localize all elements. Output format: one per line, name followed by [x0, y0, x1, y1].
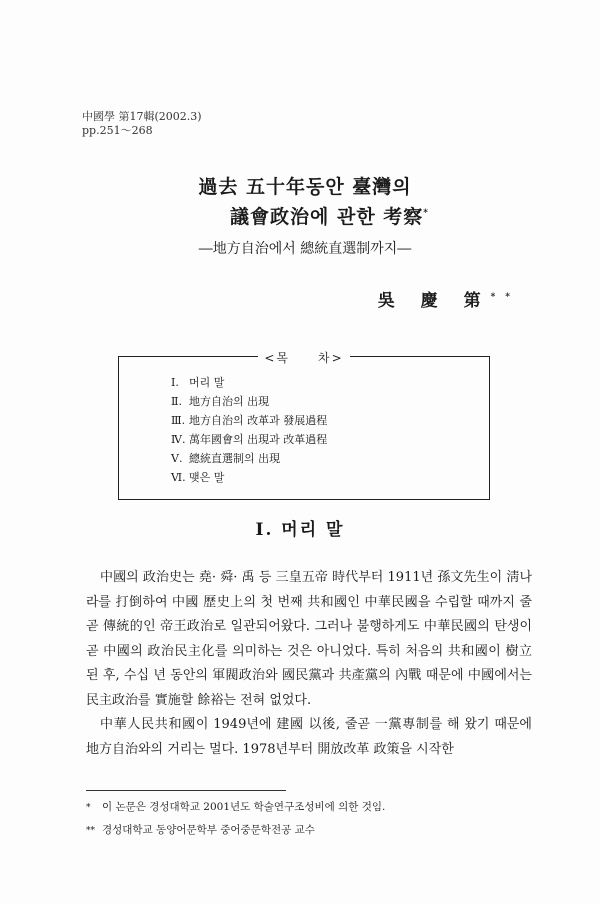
- author-name: [378, 286, 520, 311]
- toc-item-number: Ⅱ.: [171, 395, 182, 408]
- body-paragraph: 中華人民共和國이 1949년에 建國 以後, 줄곧 一黨專制를 해 왔기 때문에 地方自治와의 거리는 멀다. 1978년부터 開放改革 政策을 시작한: [86, 717, 532, 757]
- toc-item-number: Ⅵ.: [171, 471, 186, 484]
- toc-item-number: Ⅲ.: [171, 414, 186, 427]
- footnote-text: 경성대학교 동양어문학부 중어중문학전공 교수: [102, 824, 315, 836]
- toc-item-number: Ⅳ.: [171, 433, 186, 446]
- toc-item-label: 萬年國會의 出現과 改革過程: [189, 433, 328, 446]
- toc-item: [171, 411, 327, 430]
- title-footnote-mark: *: [423, 208, 430, 219]
- footnote-divider: [86, 790, 286, 791]
- footnote-mark: **: [86, 826, 95, 836]
- footnote-mark: *: [86, 803, 91, 813]
- footnote-text: 이 논문은 경성대학교 2001년도 학술연구조성비에 의한 것임.: [102, 801, 386, 813]
- toc-item: [171, 392, 327, 411]
- toc-item: [171, 373, 327, 392]
- paper-subtitle: ―地方自治에서 總統直選制까지―: [198, 241, 412, 257]
- journal-volume: 中國學 第17輯(2002.3): [82, 110, 202, 123]
- body-paragraph: 中國의 政治史는 堯· 舜· 禹 등 三皇五帝 時代부터 1911년 孫文先生이 淸나라를 打倒하여 中國 歷史上의 첫 번째 共和國인 中華民國을 수립할 때까지 줄곧 傳統的인 帝王政治로 일관되어왔다. 그러나 불행하게도 中華民國의 탄생이 곧 中國의 政治民主化를 의미하는 것은 아니었다. 특히 처음의 共和國이 樹立된 후, 수십 년 동안의 軍閥政治와 國民黨과 共產黨의 內戰 때문에 中國에서는 民主政治를 實施할 餘裕는 전혀 없었다.: [86, 570, 532, 708]
- toc-heading: <목 차>: [258, 351, 349, 365]
- author-footnote-mark: **: [490, 292, 520, 303]
- toc-item-label: 地方自治의 改革과 發展過程: [189, 414, 328, 427]
- footnote: [86, 819, 385, 842]
- table-of-contents: [118, 351, 490, 500]
- journal-info: [82, 110, 202, 138]
- toc-item-label: 總統直選制의 出現: [189, 452, 281, 465]
- journal-pages: pp.251～268: [82, 124, 153, 137]
- paper-title-line1: 過去 五十年동안 臺灣의: [198, 176, 412, 198]
- toc-item-label: 地方自治의 出現: [189, 395, 270, 408]
- toc-list: [171, 373, 327, 487]
- footnotes: [86, 796, 385, 842]
- toc-item: [171, 449, 327, 468]
- author-name-text: 吳 慶 第: [377, 291, 491, 311]
- toc-item: [171, 430, 327, 449]
- section-heading: Ⅰ. 머리 말: [255, 520, 345, 540]
- toc-item-number: Ⅴ.: [171, 452, 183, 465]
- toc-heading-wrap: [119, 347, 489, 366]
- body-text: [86, 566, 532, 762]
- footnote: [86, 796, 385, 819]
- toc-item: [171, 468, 327, 487]
- toc-item-label: 머리 말: [189, 376, 225, 389]
- paper-title-line2: [230, 202, 429, 229]
- paper-title-line2-text: 議會政治에 관한 考察: [230, 206, 424, 228]
- toc-item-label: 맺은 말: [189, 471, 225, 484]
- toc-item-number: Ⅰ.: [171, 376, 179, 389]
